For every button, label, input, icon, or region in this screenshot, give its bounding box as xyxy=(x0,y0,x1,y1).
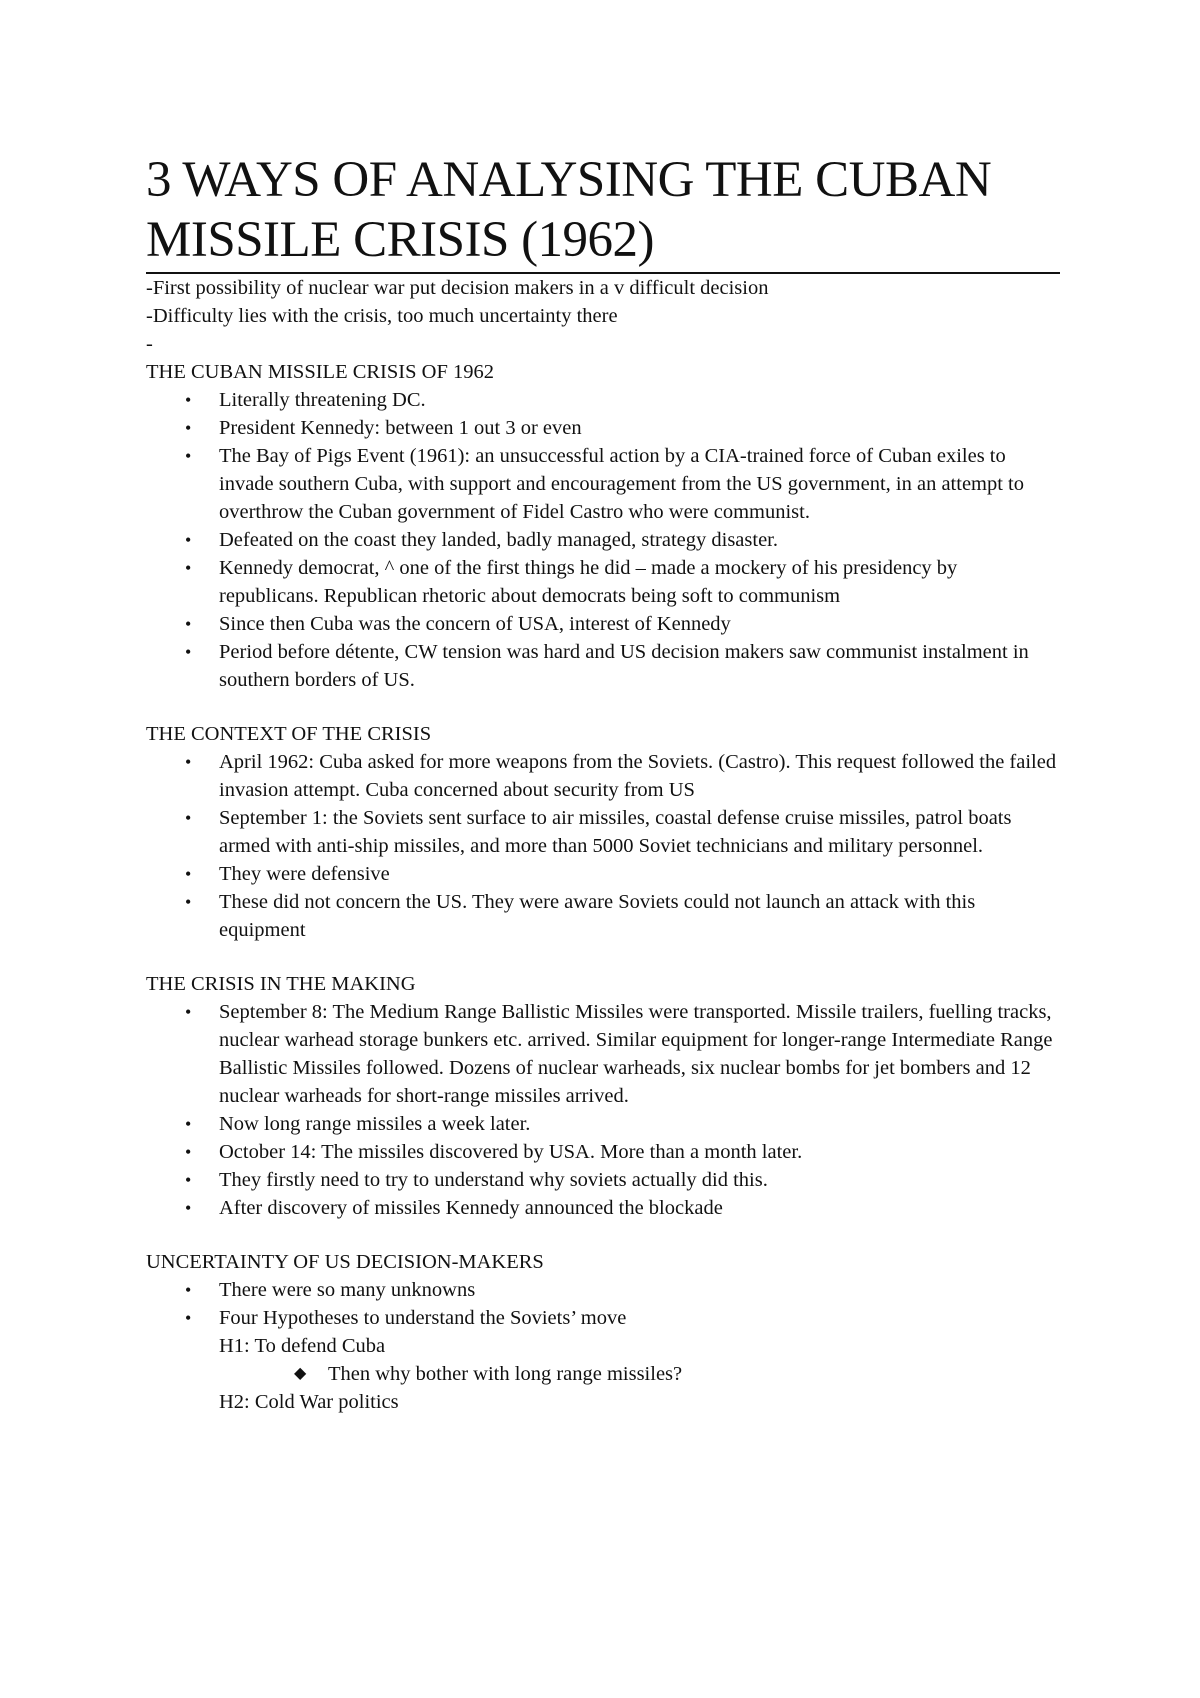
list-item: • After discovery of missiles Kennedy announced the blockade xyxy=(219,1194,1060,1222)
hypothesis-h1-sub-item: ◆ Then why bother with long range missiles? xyxy=(146,1360,1060,1388)
bullet-icon: • xyxy=(185,446,192,466)
bullet-list-section-1 xyxy=(146,386,1060,694)
list-item: • President Kennedy: between 1 out 3 or even xyxy=(219,414,1060,442)
bullet-icon: • xyxy=(185,1280,192,1300)
list-item: • Literally threatening DC. xyxy=(219,386,1060,414)
list-item: • There were so many unknowns xyxy=(219,1276,1060,1304)
intro-line-2: -Difficulty lies with the crisis, too much uncertainty there xyxy=(146,305,618,327)
bullet-icon: • xyxy=(185,1142,192,1162)
bullet-icon: • xyxy=(185,614,192,634)
diamond-bullet-icon: ◆ xyxy=(294,1365,307,1382)
hypothesis-h2: H2: Cold War politics xyxy=(219,1391,399,1413)
list-item: • Four Hypotheses to understand the Soviets’ move xyxy=(219,1304,1060,1332)
list-item: • Period before détente, CW tension was hard and US decision makers saw communist instalment in southern borders of US. xyxy=(219,638,1060,694)
list-item: • Defeated on the coast they landed, badly managed, strategy disaster. xyxy=(219,526,1060,554)
list-item: • These did not concern the US. They were aware Soviets could not launch an attack with this equipment xyxy=(219,888,1060,944)
bullet-icon: • xyxy=(185,1170,192,1190)
bullet-icon: • xyxy=(185,808,192,828)
bullet-icon: • xyxy=(185,1198,192,1218)
bullet-icon: • xyxy=(185,530,192,550)
bullet-icon: • xyxy=(185,752,192,772)
bullet-list-section-3 xyxy=(146,998,1060,1222)
bullet-list-section-2 xyxy=(146,748,1060,944)
page-title: 3 WAYS OF ANALYSING THE CUBAN MISSILE CRISIS (1962) xyxy=(146,150,1060,274)
bullet-icon: • xyxy=(185,892,192,912)
bullet-icon: • xyxy=(185,864,192,884)
list-item: • October 14: The missiles discovered by USA. More than a month later. xyxy=(219,1138,1060,1166)
bullet-icon: • xyxy=(185,1308,192,1328)
section-heading-crisis-in-making: THE CRISIS IN THE MAKING xyxy=(146,973,416,995)
list-item: • Now long range missiles a week later. xyxy=(219,1110,1060,1138)
bullet-icon: • xyxy=(185,1002,192,1022)
list-item: • September 1: the Soviets sent surface to air missiles, coastal defense cruise missiles, patrol boats armed with anti-ship missiles, and more than 5000 Soviet technicians and military personnel. xyxy=(219,804,1060,860)
bullet-icon: • xyxy=(185,1114,192,1134)
list-item: • Since then Cuba was the concern of USA, interest of Kennedy xyxy=(219,610,1060,638)
bullet-icon: • xyxy=(185,418,192,438)
list-item: • Kennedy democrat, ^ one of the first things he did – made a mockery of his presidency by republicans. Republican rhetoric about democrats being soft to communism xyxy=(219,554,1060,610)
section-heading-context: THE CONTEXT OF THE CRISIS xyxy=(146,723,432,745)
section-heading-cuban-missile-crisis: THE CUBAN MISSILE CRISIS OF 1962 xyxy=(146,361,494,383)
section-heading-uncertainty: UNCERTAINTY OF US DECISION-MAKERS xyxy=(146,1251,544,1273)
bullet-list-section-4 xyxy=(146,1276,1060,1332)
list-item: • They firstly need to try to understand why soviets actually did this. xyxy=(219,1166,1060,1194)
intro-line-3: - xyxy=(146,333,153,355)
bullet-icon: • xyxy=(185,558,192,578)
bullet-icon: • xyxy=(185,642,192,662)
intro-line-1: -First possibility of nuclear war put decision makers in a v difficult decision xyxy=(146,277,769,299)
list-item: • April 1962: Cuba asked for more weapons from the Soviets. (Castro). This request followed the failed invasion attempt. Cuba concerned about security from US xyxy=(219,748,1060,804)
list-item: • They were defensive xyxy=(219,860,1060,888)
list-item: • The Bay of Pigs Event (1961): an unsuccessful action by a CIA-trained force of Cuban exiles to invade southern Cuba, with support and encouragement from the US government, in an attempt to overthrow the Cuban government of Fidel Castro who were communist. xyxy=(219,442,1060,526)
hypothesis-h1: H1: To defend Cuba xyxy=(219,1335,386,1357)
bullet-icon: • xyxy=(185,390,192,410)
list-item: • September 8: The Medium Range Ballistic Missiles were transported. Missile trailers, fuelling tracks, nuclear warhead storage bunkers etc. arrived. Similar equipment for longer-range Intermediate Range Ballistic Missiles followed. Dozens of nuclear warheads, six nuclear bombs for jet bombers and 12 nuclear warheads for short-range missiles arrived. xyxy=(219,998,1060,1110)
